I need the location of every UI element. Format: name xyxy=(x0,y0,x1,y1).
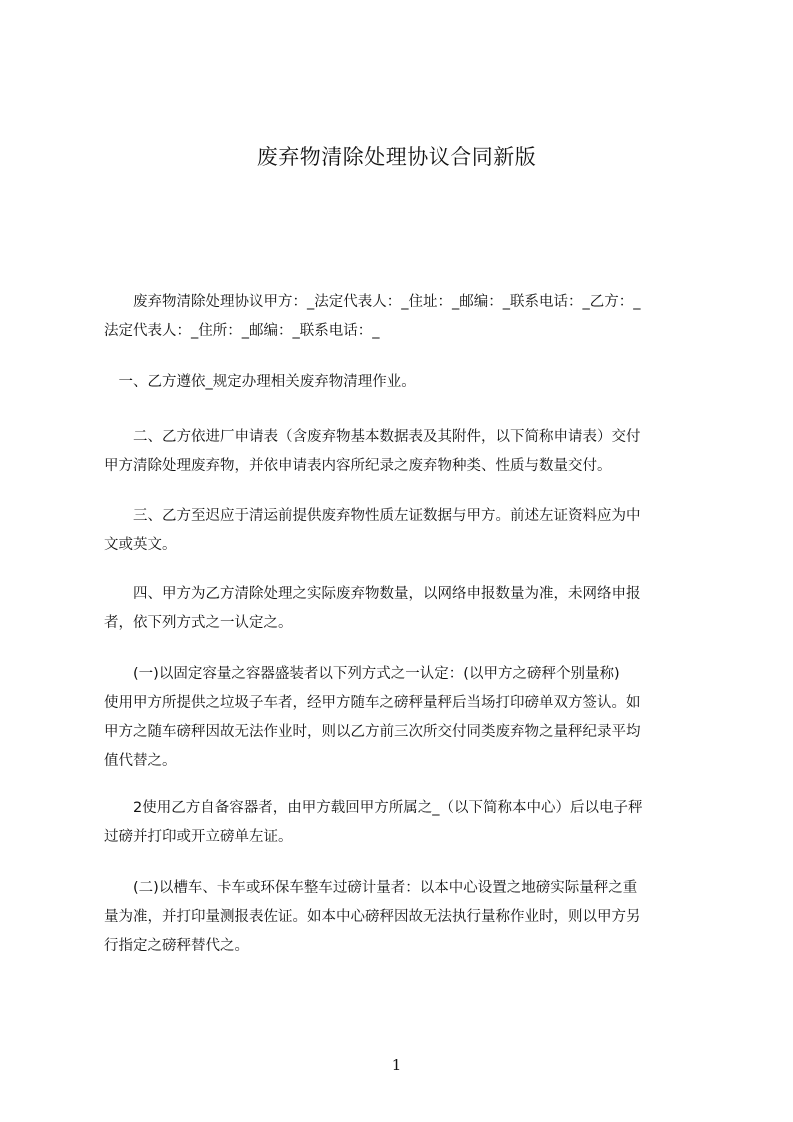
paragraph-line: 一、乙方遵依_规定办理相关废弃物清理作业。 xyxy=(104,374,416,390)
paragraph-line: 文或英文。 xyxy=(104,537,177,553)
paragraph-line: (一)以固定容量之容器盛装者以下列方式之一认定：(以甲方之磅秤个别量称) xyxy=(104,666,620,682)
paragraph-line: 法定代表人：_住所：_邮编：_联系电话：_ xyxy=(104,323,380,339)
paragraph-line: (二)以槽车、卡车或环保车整车过磅计量者：以本中心设置之地磅实际量秤之重 xyxy=(104,880,638,896)
paragraph-line: 二、乙方依进厂申请表（含废弃物基本数据表及其附件，以下简称申请表）交付 xyxy=(104,429,641,445)
paragraph-line: 行指定之磅秤替代之。 xyxy=(104,938,249,954)
paragraph-line: 者，依下列方式之一认定之。 xyxy=(104,615,293,631)
paragraph-line: 废弃物清除处理协议甲方：_法定代表人：_住址：_邮编：_联系电话：_乙方：_ xyxy=(104,294,641,310)
paragraph-clause-4 xyxy=(104,580,700,638)
paragraph-line: 值代替之。 xyxy=(104,753,177,769)
paragraph-line: 使用甲方所提供之垃圾子车者，经甲方随车之磅秤量秤后当场打印磅单双方签认。如 xyxy=(104,695,641,711)
paragraph-clause-3 xyxy=(104,502,700,560)
paragraph-clause-2 xyxy=(104,423,700,481)
paragraph-clause-1 xyxy=(104,368,700,397)
paragraph-subclause-1 xyxy=(104,660,700,776)
page-number: 1 xyxy=(391,1056,402,1074)
paragraph-line: 甲方清除处理废弃物，并依申请表内容所纪录之废弃物种类、性质与数量交付。 xyxy=(104,458,612,474)
document-title: 废弃物清除处理协议合同新版 xyxy=(256,145,537,169)
paragraph-line: 四、甲方为乙方清除处理之实际废弃物数量，以网络申报数量为准，未网络申报 xyxy=(104,586,641,602)
paragraph-subclause-1-2 xyxy=(104,794,700,852)
paragraph-line: 过磅并打印或开立磅单左证。 xyxy=(104,829,293,845)
paragraph-line: 甲方之随车磅秤因故无法作业时，则以乙方前三次所交付同类废弃物之量秤纪录平均 xyxy=(104,724,641,740)
paragraph-line: 2使用乙方自备容器者，由甲方载回甲方所属之_（以下简称本中心）后以电子秤 xyxy=(104,800,643,816)
paragraph-parties xyxy=(104,288,700,346)
paragraph-line: 量为准，并打印量测报表佐证。如本中心磅秤因故无法执行量称作业时，则以甲方另 xyxy=(104,909,641,925)
paragraph-subclause-2 xyxy=(104,874,700,961)
paragraph-line: 三、乙方至迟应于清运前提供废弃物性质左证数据与甲方。前述左证资料应为中 xyxy=(104,508,641,524)
